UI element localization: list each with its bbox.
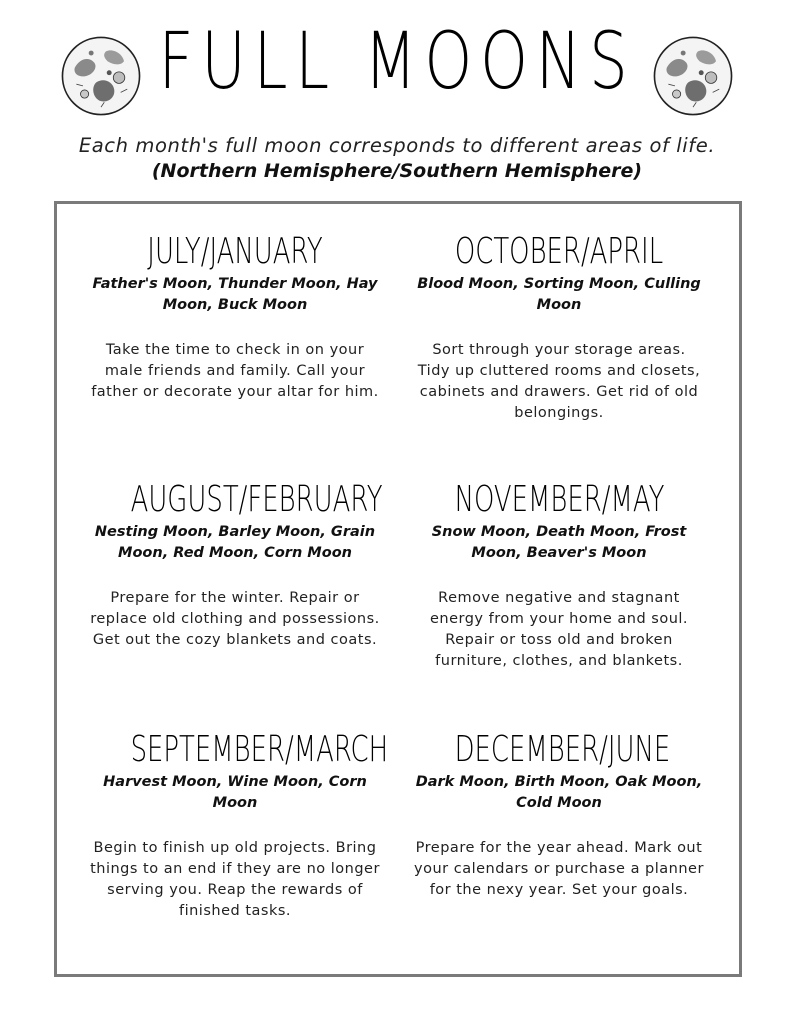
month-heading: AUGUST/FEBRUARY — [130, 479, 383, 520]
month-heading: OCTOBER/APRIL — [454, 231, 664, 272]
page-title: FULL MOONS — [158, 17, 636, 107]
moon-names: Snow Moon, Death Moon, Frost Moon, Beaver's Moon — [431, 524, 687, 561]
moon-names: Father's Moon, Thunder Moon, Hay Moon, Buck Moon — [92, 276, 378, 313]
month-heading: JULY/JANUARY — [147, 231, 323, 272]
month-description: Prepare for the year ahead. Mark out your calendars or purchase a planner for the nexy year. Set your goals. — [414, 840, 704, 898]
month-card-august-february — [90, 478, 383, 651]
month-description: Prepare for the winter. Repair or replace old clothing and possessions. Get out the cozy blankets and coats. — [90, 590, 380, 648]
moon-names: Harvest Moon, Wine Moon, Corn Moon — [103, 774, 367, 811]
month-heading: NOVEMBER/MAY — [454, 479, 665, 520]
month-heading: DECEMBER/JUNE — [454, 729, 671, 770]
month-card-december-june — [414, 728, 704, 901]
month-description: Sort through your storage areas. Tidy up cluttered rooms and closets, cabinets and drawers. Get rid of old belongings. — [417, 342, 701, 421]
month-description: Begin to finish up old projects. Bring things to an end if they are no longer serving you. Reap the rewards of finished tasks. — [90, 840, 380, 919]
month-heading: SEPTEMBER/MARCH — [130, 729, 389, 770]
page-subtitle: Each month's full moon corresponds to different areas of life. — [78, 134, 716, 157]
moon-names: Nesting Moon, Barley Moon, Grain Moon, Red Moon, Corn Moon — [94, 524, 376, 561]
month-card-july-january — [90, 230, 380, 403]
hemisphere-note: (Northern Hemisphere/Southern Hemisphere) — [151, 160, 643, 182]
month-description: Take the time to check in on your male friends and family. Call your father or decorate your altar for him. — [91, 342, 379, 400]
month-card-september-march — [90, 728, 389, 922]
month-card-october-april — [414, 230, 704, 424]
month-description: Remove negative and stagnant energy from your home and soul. Repair or toss old and broken furniture, clothes, and blankets. — [429, 590, 689, 669]
month-card-november-may — [414, 478, 704, 672]
moon-names: Dark Moon, Birth Moon, Oak Moon, Cold Moon — [415, 774, 703, 811]
moon-names: Blood Moon, Sorting Moon, Culling Moon — [417, 276, 701, 313]
